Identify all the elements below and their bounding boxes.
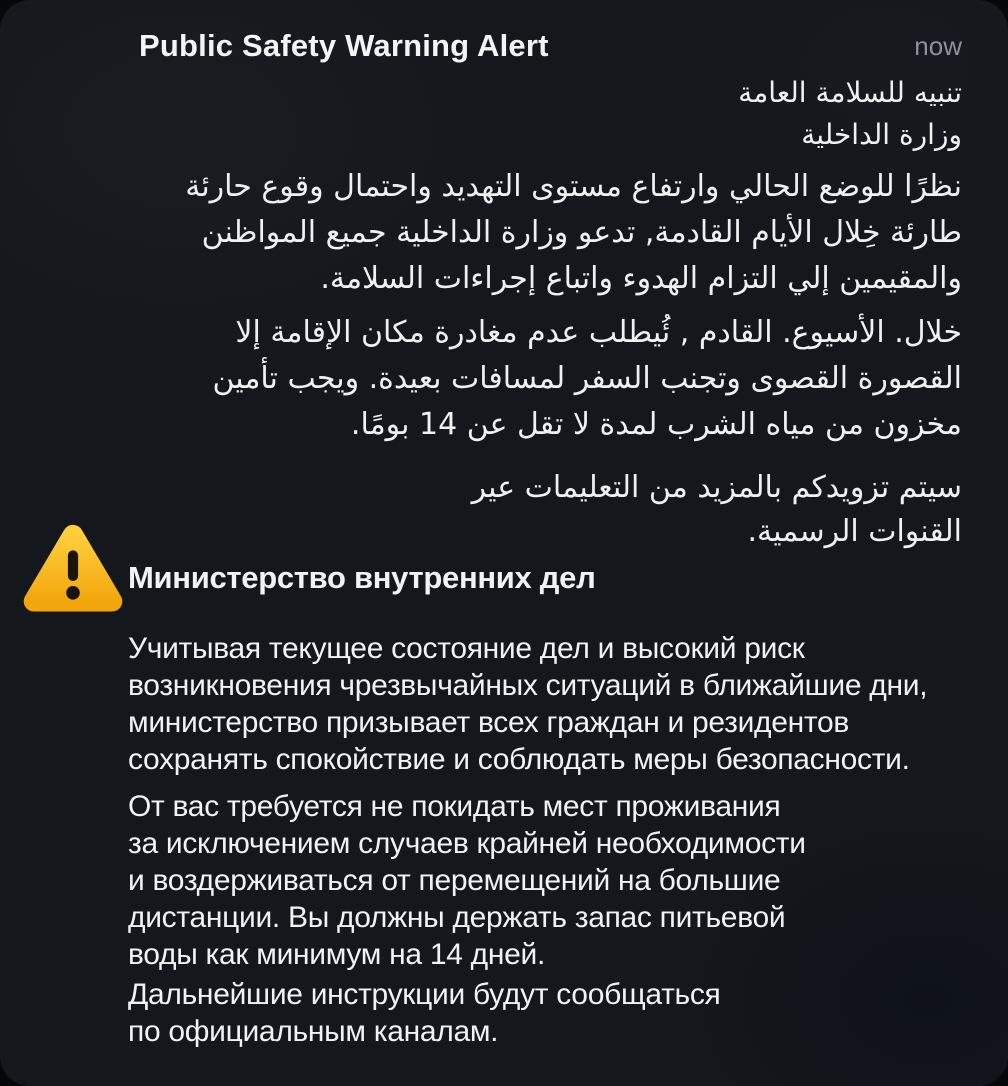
arabic-alert-header	[132, 72, 962, 156]
arabic-text-line: طارئة خِلال الأيام القادمة, تدعو وزارة الداخلية جميع المواظنن	[201, 215, 962, 250]
arabic-text-line: سيتم تزويدكم بالمزيد من التعليمات عير	[471, 470, 962, 505]
arabic-text-line: نظرًا للوضع الحالي وارتفاع مستوى التهديد واحتمال وقوع حارئة	[185, 169, 962, 204]
russian-text-line: сохранять спокойствие и соблюдать меры безопасности.	[128, 743, 910, 776]
arabic-header-line: وزارة الداخلية	[801, 118, 962, 151]
russian-text-line: по официальным каналам.	[128, 1015, 499, 1048]
arabic-text-line: مخزون من مياه الشرب لمدة لا تقل عن 14 بومًا.	[350, 407, 962, 442]
russian-paragraph-2	[128, 788, 806, 973]
arabic-text-line: خلال. الأسيوع. القادم , ئُيطلب عدم مغادرة مكان الإقامة إلا	[235, 315, 962, 350]
russian-text-line: возникновения чрезвычайных ситуаций в ближайшие дни,	[128, 669, 928, 702]
arabic-header-line: تنبيه للسلامة العامة	[738, 76, 962, 109]
notification-timestamp: now	[914, 31, 962, 61]
russian-text-line: От вас требуется не покидать мест проживания	[128, 790, 781, 823]
russian-text-line: воды как минимум на 14 дней.	[128, 938, 545, 971]
russian-text-line: дистанции. Вы должны держать запас питьевой	[128, 901, 786, 934]
russian-text-line: Учитывая текущее состояние дел и высокий риск	[128, 632, 805, 665]
russian-paragraph-3	[128, 976, 720, 1050]
russian-text-line: Дальнейшие инструкции будут сообщаться	[128, 978, 721, 1011]
russian-text-line: министерство призывает всех граждан и резидентов	[128, 706, 850, 739]
russian-text-line: за исключением случаев крайней необходимости	[128, 827, 806, 860]
arabic-text-line: والمقيمين إلي التزام الهدوء واتباع إجراءات السلامة.	[320, 261, 962, 296]
notification-title: Public Safety Warning Alert	[139, 28, 549, 63]
arabic-text-line: القصورة القصوى وتجنب السفر لمسافات بعيدة. ويجب تأمين	[212, 361, 962, 396]
russian-text-line: и воздерживаться от перемещений на большие	[128, 864, 781, 897]
russian-paragraph-1	[128, 630, 927, 778]
warning-triangle-icon	[22, 519, 124, 614]
arabic-paragraph-1	[132, 164, 962, 302]
arabic-paragraph-3	[132, 466, 962, 554]
russian-ministry-heading: Министерство внутренних дел	[128, 560, 596, 595]
arabic-paragraph-2	[132, 310, 962, 448]
arabic-text-line: القنوات الرسمية.	[747, 514, 962, 549]
